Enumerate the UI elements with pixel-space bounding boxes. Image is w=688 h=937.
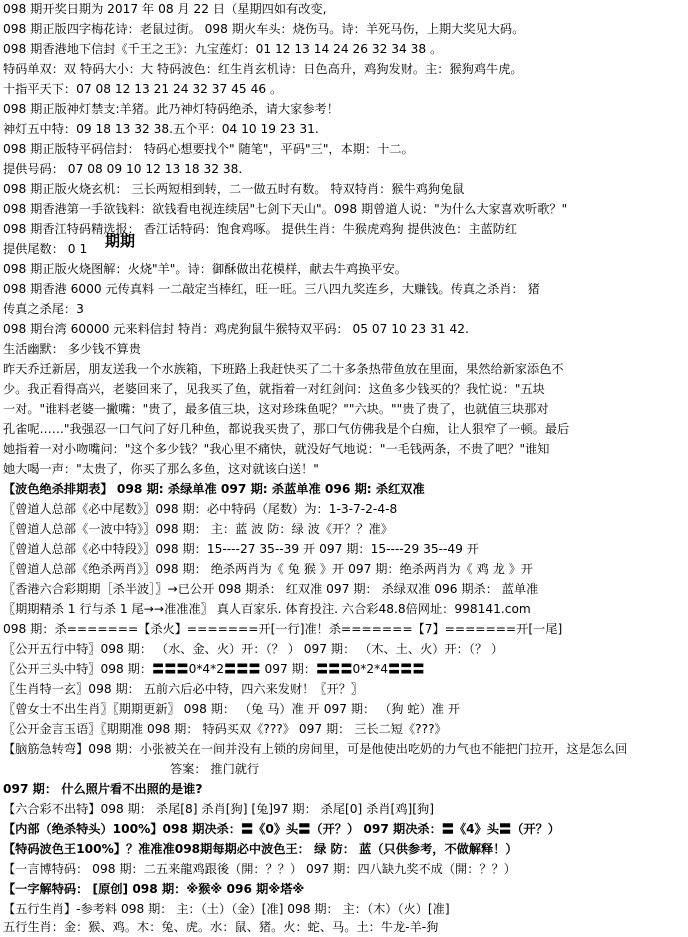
text-line: 098 期香港 6000 元传真料 一二敲定当棒红，旺一旺。三八四九奖连乡，大赚钱。传真之杀肖： 猪 — [3, 282, 540, 296]
text-line: 神灯五中特：09 18 13 32 38.五个平：04 10 19 23 31. — [3, 122, 319, 136]
text-line: 098 期香港地下信封《千王之王》：九宝莲灯：01 12 13 14 24 26 32 34 38 。 — [3, 42, 443, 56]
text-line: 【五行生肖】-参考料 098 期： 主：（土）（金）[准] 098 期： 主：（木）（火）[准] — [3, 902, 450, 916]
text-line: 098 期香港第一手欲钱料：欲钱看电视连续居"七剑下天山"。098 期曾道人说："为什么大家喜欢听歌？" — [3, 202, 568, 216]
text-line: 〖曾道人总部《必中尾数》〗098 期：必中特码（尾数）为：1-3-7-2-4-8 — [3, 502, 398, 516]
text-line: 〖公开金言玉语〗〖期期准 098 期： 特码买双《???》 097 期： 三长二短《???》 — [3, 722, 447, 736]
text-line: 098 期开奖日期为 2017 年 08 月 22 日（星期四如有改变, — [3, 2, 327, 16]
text-line: 〖生肖特一玄〗098 期： 五前六后必中特，四六来发财！〖开？〗 — [3, 682, 364, 696]
text-line: 特码单双：双 特码大小：大 特码波色：红生肖玄机诗：日色高升，鸡狗发财。主：猴狗鸡牛虎。 — [3, 62, 523, 76]
text-line: 〖曾道人总部《一波中特》〗098 期： 主：蓝 波 防：绿 波《开？？准》 — [3, 522, 393, 536]
text-line: 098 期香江特码精选报： 香江话特码：饱食鸡啄。 提供生肖：牛猴虎鸡狗 提供波色：主蓝防红 — [3, 222, 518, 236]
text-line: 098 期台湾 60000 元来料信封 特肖：鸡虎狗鼠牛猴特双平码： 05 07 10 23 31 42. — [3, 322, 469, 336]
text-line: 孔雀呢……"我强忍一口气问了好几种鱼，都说我买贵了，那口气仿佛我是个白痴，让人狠窄了一顿。最后 — [3, 422, 570, 436]
text-line: 生活幽默： 多少钱不算贵 — [3, 342, 141, 356]
text-line: 098 期正版火烧玄机： 三长两短相到转，二一做五时有数。 特双特肖：猴牛鸡狗兔鼠 — [3, 182, 465, 196]
text-line: 098 期正版特平码信封： 特码心想要找个" 随笔"，平码"三"，本期：十二。 — [3, 142, 414, 156]
text-line: 她指着一对小吻嘴问："这个多少钱？"我心里不痛快，就没好气地说："一毛钱两条，不贵了吧？"谁知 — [3, 442, 550, 456]
text-line: 097 期： 什么照片看不出照的是谁? — [3, 782, 203, 796]
text-line: 五行生肖：金：猴、鸡。木：兔、虎。水：鼠、猪。火：蛇、马。土：牛龙-羊-狗 — [3, 920, 439, 934]
text-line: 〖曾道人总部《绝杀两肖》〗098 期： 绝杀两肖为《 兔 猴 》开 097 期：绝杀两肖为《 鸡 龙 》开 — [3, 562, 534, 576]
text-line: 答案： 推门就行 — [170, 762, 260, 776]
text-line: 【波色绝杀排期表】 098 期: 杀绿单准 097 期: 杀蓝单准 096 期: 杀红双准 — [3, 482, 425, 496]
text-line: 【一言博特码： 098 期：二五来龍鸡跟後（開：？？） 097 期：四八缺九奖不成（開：？？） — [3, 862, 516, 876]
text-line: 一对。"谁料老婆一撇嘴："贵了，最多值三块，这对珍珠鱼呢？""六块。""贵了贵了，也就值三块那对 — [3, 402, 549, 416]
text-line: 提供号码： 07 08 09 10 12 13 18 32 38. — [3, 162, 243, 176]
text-line: 昨天乔迁新居，朋友送我一个水族箱，下班路上我赶快买了二十多条热带鱼放在里面，果然给新家添色不 — [3, 362, 564, 376]
overlay-label: 期期 — [105, 232, 136, 250]
text-line: 提供尾数： 0 1 — [3, 242, 88, 256]
text-line: 传真之杀尾：3 — [3, 302, 84, 316]
text-line: 〖期期精杀 1 行与杀 1 尾→→准准准〗 真人百家乐. 体育投注. 六合彩48.8倍网址：998141.com — [3, 602, 531, 616]
text-line: 098 期正版四字梅花诗：老鼠过街。 098 期火车头：烧伤马。诗：羊死马伤，上期大奖见大码。 — [3, 22, 525, 36]
text-line: 〖公开五行中特〗098 期： （水、金、火）开：（？ ） 097 期： （木、土、火）开：（？ ） — [3, 642, 504, 656]
text-line: 098 期正版神灯禁支:羊猪。此乃神灯特码绝杀，请大家参考！ — [3, 102, 339, 116]
text-line: 十指平天下：07 08 12 13 21 24 32 37 45 46 。 — [3, 82, 283, 96]
text-line: 〖香港六合彩期期［杀半波］〗→已公开 098 期杀： 红双准 097 期： 杀绿双准 096 期杀： 蓝单准 — [3, 582, 539, 596]
text-line: 【脑筋急转弯】098 期：小张被关在一间并没有上锁的房间里，可是他使出吃奶的力气也不能把门拉开，这是怎么回 — [3, 742, 628, 756]
text-line: 〖曾女士不出生肖〗〖期期更新〗 098 期： （兔 马）准 开 097 期： （狗 蛇）准 开 — [3, 702, 460, 716]
text-line: 【特码波色王100%】？准准准098期每期必中波色王： 绿 防： 蓝（只供参考，不做解释！） — [3, 842, 518, 856]
text-line: 〖曾道人总部《必中特段》〗098 期：15----27 35--39 开 097 期：15----29 35--49 开 — [3, 542, 479, 556]
text-line: 【内部（绝杀特头）100%】098 期决杀：〓《0》头〓（开？） 097 期决杀：〓《4》头〓（开？） — [3, 822, 560, 836]
text-line: 【六合彩不出特】098 期： 杀尾[8] 杀肖[狗] [兔]97 期： 杀尾[0] 杀肖[鸡][狗] — [3, 802, 434, 816]
text-line: 【一字解特码： [原创] 098 期：※猴※ 096 期※塔※ — [3, 882, 305, 896]
text-line: 她大喝一声："太贵了，你买了那么多鱼，这对就该白送！" — [3, 462, 319, 476]
text-line: 〖公开三头中特〗098 期：〓〓〓0*4*2〓〓〓 097 期：〓〓〓0*2*4〓〓〓 — [3, 662, 425, 676]
text-line: 098 期：杀=======【杀火】=======开[一行]准！杀=======【7】=======开[一尾] — [3, 622, 563, 636]
text-line: 098 期正版火烧图解：火烧"羊"。诗：御酥做出花模样，献去牛鸡换平安。 — [3, 262, 407, 276]
text-line: 少。我正看得高兴，老婆回来了，见我买了鱼，就指着一对红剑问：这鱼多少钱买的？我忙说："五块 — [3, 382, 545, 396]
